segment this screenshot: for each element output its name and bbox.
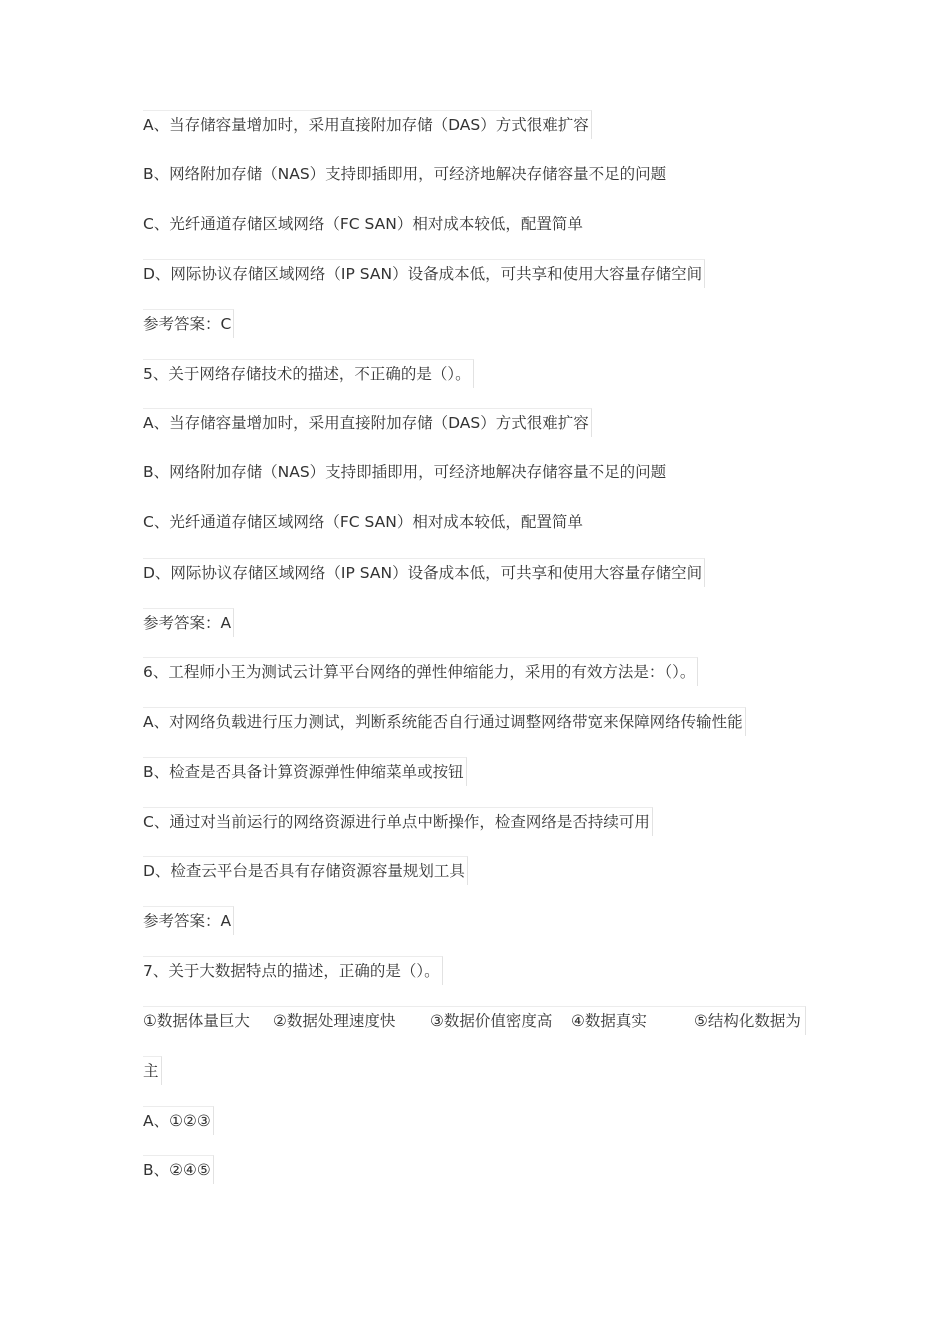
- statement-1: ①数据体量巨大: [143, 1012, 250, 1030]
- q6-answer: 参考答案：A: [143, 906, 234, 935]
- q5-option-c: C、光纤通道存储区域网络（FC SAN）相对成本较低，配置简单: [143, 513, 583, 531]
- q5-option-b: B、网络附加存储（NAS）支持即插即用，可经济地解决存储容量不足的问题: [143, 463, 667, 481]
- q4-option-c: C、光纤通道存储区域网络（FC SAN）相对成本较低，配置简单: [143, 215, 583, 233]
- q4-option-b: B、网络附加存储（NAS）支持即插即用，可经济地解决存储容量不足的问题: [143, 165, 667, 183]
- q6-option-b: B、检查是否具备计算资源弹性伸缩菜单或按钮: [143, 757, 467, 786]
- q6-option-a: A、对网络负载进行压力测试，判断系统能否自行通过调整网络带宽来保障网络传输性能: [143, 707, 746, 736]
- statement-4: ④数据真实: [571, 1012, 647, 1030]
- statement-5: ⑤结构化数据为: [694, 1012, 801, 1030]
- statement-3: ③数据价值密度高: [430, 1012, 553, 1030]
- statement-2: ②数据处理速度快: [273, 1012, 396, 1030]
- q4-option-a: A、当存储容量增加时，采用直接附加存储（DAS）方式很难扩容: [143, 110, 592, 139]
- q6-option-c: C、通过对当前运行的网络资源进行单点中断操作，检查网络是否持续可用: [143, 807, 653, 836]
- q6-question: 6、工程师小王为测试云计算平台网络的弹性伸缩能力，采用的有效方法是：（）。: [143, 657, 698, 686]
- q5-answer: 参考答案：A: [143, 608, 234, 637]
- q7-option-b: B、②④⑤: [143, 1155, 214, 1184]
- q5-option-d: D、网际协议存储区域网络（IP SAN）设备成本低，可共享和使用大容量存储空间: [143, 558, 705, 587]
- q7-question: 7、关于大数据特点的描述，正确的是（）。: [143, 956, 443, 985]
- q5-question: 5、关于网络存储技术的描述，不正确的是（）。: [143, 359, 474, 388]
- q4-answer: 参考答案：C: [143, 309, 234, 338]
- q4-option-d: D、网际协议存储区域网络（IP SAN）设备成本低，可共享和使用大容量存储空间: [143, 259, 705, 288]
- q6-option-d: D、检查云平台是否具有存储资源容量规划工具: [143, 856, 468, 885]
- q7-statements: [143, 1006, 806, 1035]
- q5-option-a: A、当存储容量增加时，采用直接附加存储（DAS）方式很难扩容: [143, 408, 592, 437]
- q7-option-a: A、①②③: [143, 1106, 214, 1135]
- q7-statements-wrap: 主: [143, 1056, 162, 1085]
